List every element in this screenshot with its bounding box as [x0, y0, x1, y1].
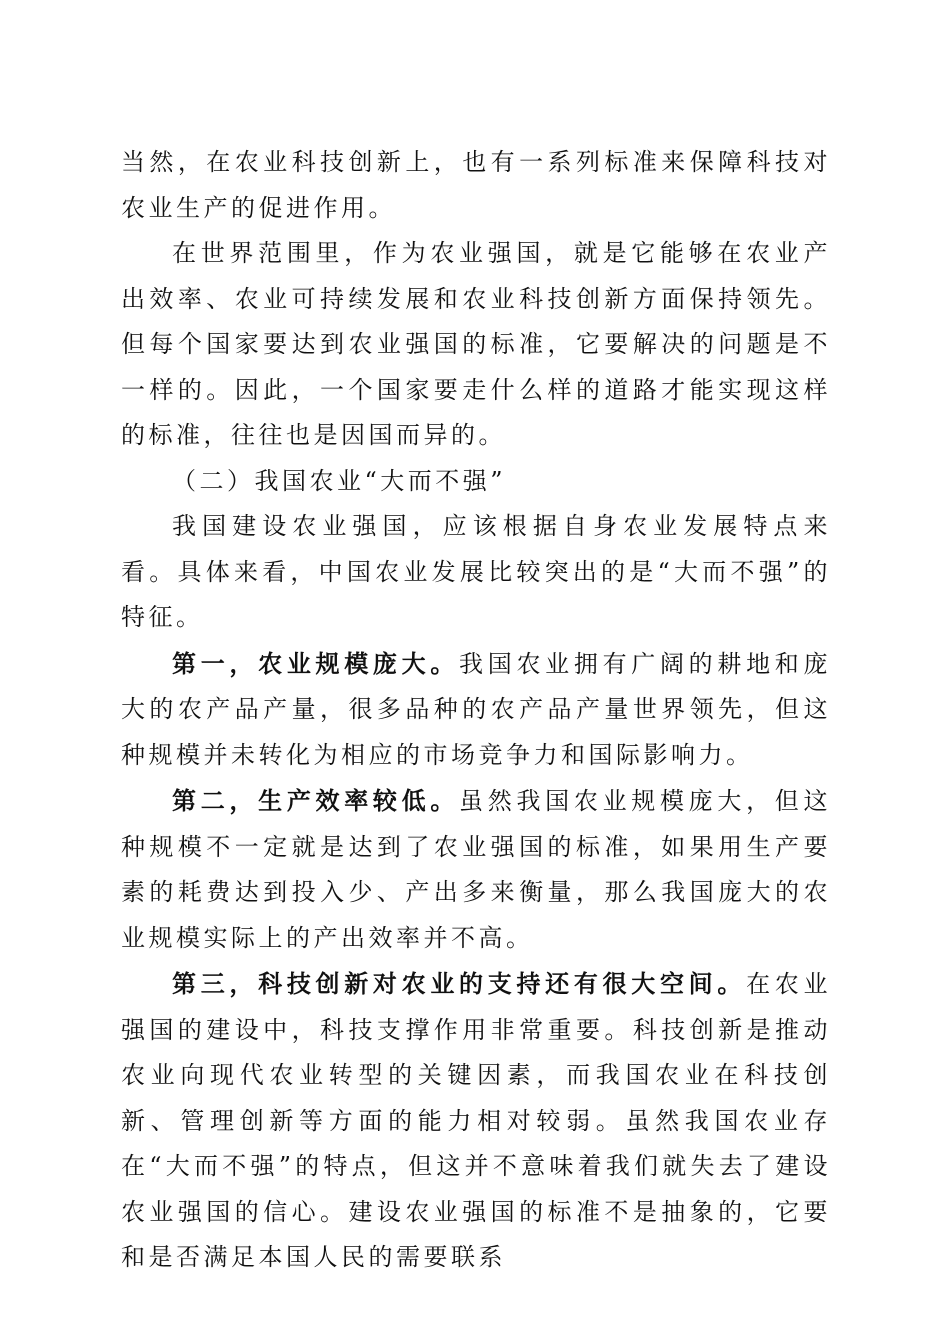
- paragraph-6-body: 在农业强国的建设中，科技支撑作用非常重要。科技创新是推动农业向现代农业转型的关键因素，而我国农业在科技创新、管理创新等方面的能力相对较弱。虽然我国农业存在“大而不强”的特点，但这并不意味着我们就失去了建设农业强国的信心。建设农业强国的标准不是抽象的，它要和是否满足本国人民的需要联系: [121, 970, 832, 1271]
- paragraph-6-lead: 第三，科技创新对农业的支持还有很大空间。: [172, 969, 747, 998]
- paragraph-5: [121, 778, 831, 961]
- paragraph-5-lead: 第二，生产效率较低。: [172, 786, 460, 815]
- paragraph-4: [121, 641, 831, 779]
- paragraph-6: [121, 961, 831, 1281]
- document-page: [121, 140, 831, 1281]
- paragraph-5-body: 虽然我国农业规模庞大，但这种规模不一定就是达到了农业强国的标准，如果用生产要素的耗费达到投入少、产出多来衡量，那么我国庞大的农业规模实际上的产出效率并不高。: [121, 787, 832, 952]
- paragraph-1: 当然，在农业科技创新上，也有一系列标准来保障科技对农业生产的促进作用。: [121, 148, 831, 222]
- paragraph-2: 在世界范围里，作为农业强国，就是它能够在农业产出效率、农业可持续发展和农业科技创新方面保持领先。但每个国家要达到农业强国的标准，它要解决的问题是不一样的。因此，一个国家要走什么样的道路才能实现这样的标准，往往也是因国而异的。: [121, 239, 831, 449]
- paragraph-4-lead: 第一，农业规模庞大。: [172, 648, 460, 678]
- section-heading: （二）我国农业“大而不强”: [172, 466, 507, 495]
- paragraph-3: 我国建设农业强国，应该根据自身农业发展特点来看。具体来看，中国农业发展比较突出的是“大而不强”的特征。: [121, 512, 831, 631]
- paragraph-4-body: 我国农业拥有广阔的耕地和庞大的农产品产量，很多品种的农产品产量世界领先，但这种规模并未转化为相应的市场竞争力和国际影响力。: [121, 649, 832, 769]
